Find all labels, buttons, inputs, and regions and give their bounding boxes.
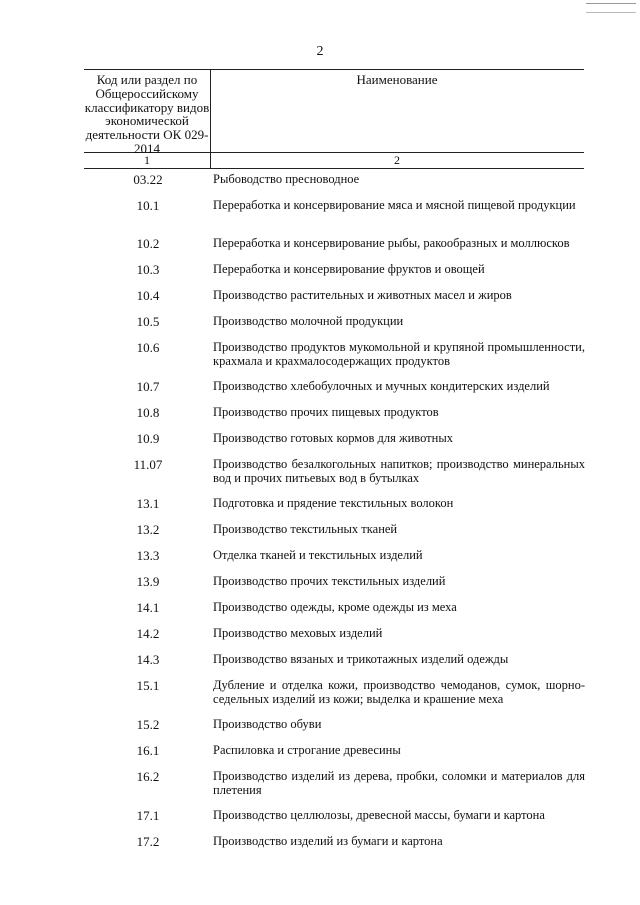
row-name: Производство растительных и животных масел и жиров	[213, 288, 512, 302]
row-name: Производство продуктов мукомольной и крупяной промышленности, крахмала и крахмалосодержащих продуктов	[213, 340, 585, 368]
row-code: 10.2	[136, 236, 160, 251]
row-name: Производство готовых кормов для животных	[213, 431, 453, 445]
row-name: Подготовка и прядение текстильных волокон	[213, 496, 454, 510]
row-code: 14.3	[136, 652, 160, 667]
row-code: 10.9	[136, 431, 160, 446]
row-code: 16.1	[136, 743, 160, 758]
row-code: 10.6	[136, 340, 160, 355]
column-name-number: 2	[394, 153, 400, 167]
row-name: Производство меховых изделий	[213, 626, 383, 640]
row-name: Рыбоводство пресноводное	[213, 172, 360, 186]
row-name: Дубление и отделка кожи, производство чемоданов, сумок, шорно-седельных изделий из кожи; выделка и крашение меха	[213, 678, 585, 706]
row-code: 13.2	[136, 522, 160, 537]
row-code: 11.07	[133, 457, 163, 472]
column-name-title: Наименование	[356, 72, 438, 87]
row-name: Переработка и консервирование мяса и мясной пищевой продукции	[213, 198, 576, 212]
row-name: Производство прочих пищевых продуктов	[213, 405, 439, 419]
row-name: Производство целлюлозы, древесной массы, бумаги и картона	[213, 808, 545, 822]
row-code: 03.22	[133, 172, 163, 187]
row-code: 14.1	[136, 600, 160, 615]
row-name: Распиловка и строгание древесины	[213, 743, 401, 757]
corner-mark	[586, 3, 636, 13]
row-name: Переработка и консервирование рыбы, ракообразных и моллюсков	[213, 236, 570, 250]
row-name: Производство текстильных тканей	[213, 522, 398, 536]
row-name: Производство безалкогольных напитков; производство минеральных вод и прочих питьевых вод в бутылках	[213, 457, 585, 485]
row-name: Переработка и консервирование фруктов и овощей	[213, 262, 485, 276]
column-code-title: Код или раздел по Общероссийскому классификатору видов экономической деятельности ОК 029-2014	[84, 72, 210, 156]
row-code: 10.8	[136, 405, 160, 420]
row-name: Производство хлебобулочных и мучных кондитерских изделий	[213, 379, 550, 393]
row-code: 10.1	[136, 198, 160, 213]
row-name: Производство обуви	[213, 717, 322, 731]
row-name: Производство молочной продукции	[213, 314, 404, 328]
row-code: 13.1	[136, 496, 160, 511]
row-code: 14.2	[136, 626, 160, 641]
row-code: 13.3	[136, 548, 160, 563]
row-name: Производство изделий из бумаги и картона	[213, 834, 443, 848]
page-number: 2	[316, 44, 324, 59]
row-code: 17.2	[136, 834, 160, 849]
row-code: 15.2	[136, 717, 160, 732]
table-header	[84, 69, 584, 169]
row-name: Производство одежды, кроме одежды из меха	[213, 600, 457, 614]
row-code: 16.2	[136, 769, 160, 784]
row-code: 10.7	[136, 379, 160, 394]
row-code: 15.1	[136, 678, 160, 693]
row-code: 10.4	[136, 288, 160, 303]
row-code: 10.3	[136, 262, 160, 277]
row-name: Отделка тканей и текстильных изделий	[213, 548, 423, 562]
column-code-number: 1	[144, 153, 150, 167]
row-code: 13.9	[136, 574, 160, 589]
row-code: 17.1	[136, 808, 160, 823]
row-code: 10.5	[136, 314, 160, 329]
row-name: Производство прочих текстильных изделий	[213, 574, 446, 588]
row-name: Производство изделий из дерева, пробки, соломки и материалов для плетения	[213, 769, 585, 797]
row-name: Производство вязаных и трикотажных изделий одежды	[213, 652, 509, 666]
